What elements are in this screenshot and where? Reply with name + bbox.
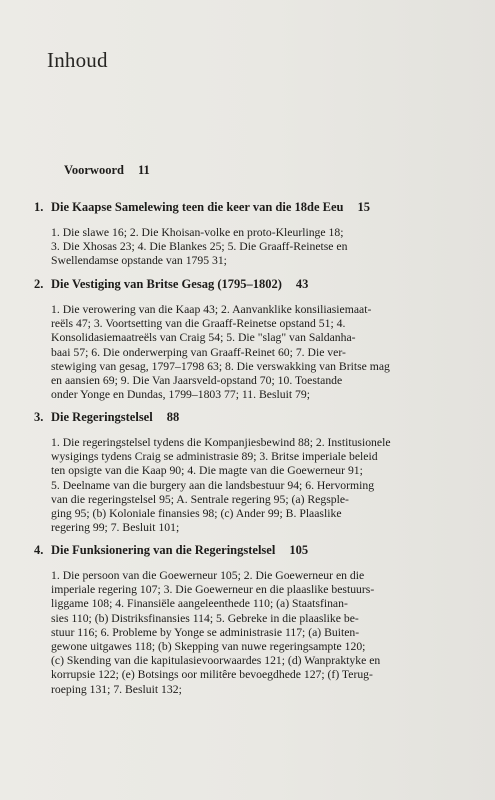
- contents-line: stewiging van gesag, 1797–1798 63; 8. Die verswakking van Britse mag: [51, 359, 390, 373]
- contents-line: Swellendamse opstande van 1795 31;: [51, 254, 227, 268]
- contents-line: reëls 47; 3. Voortsetting van die Graaff-Reinetse opstand 51; 4.: [51, 317, 346, 331]
- contents-line: van die regeringstelsel 95; A. Sentrale regering 95; (a) Regsple-: [51, 492, 349, 506]
- contents-line: onder Yonge en Dundas, 1799–1803 77; 11. Besluit 79;: [51, 388, 310, 402]
- contents-line: 1. Die verowering van die Kaap 43; 2. Aanvanklike konsiliasiemaat-: [51, 303, 372, 316]
- contents-line: 5. Deelname van die burgery aan die landsbestuur 94; 6. Hervorming: [51, 478, 375, 492]
- chapter-number: 1.: [34, 200, 44, 214]
- chapter-title: Die Regeringstelsel: [51, 410, 153, 424]
- contents-line: 1. Die persoon van die Goewerneur 105; 2. Die Goewerneur en die: [51, 569, 365, 582]
- contents-line: en aansien 69; 9. Die Van Jaarsveld-opstand 70; 10. Toestande: [51, 374, 343, 388]
- chapter-number: 2.: [34, 277, 44, 291]
- chapter-title: Die Vestiging van Britse Gesag (1795–1802): [51, 277, 282, 291]
- toc-chapter-1: [34, 200, 466, 269]
- contents-line: stuur 116; 6. Probleme by Yonge se administrasie 117; (a) Buiten-: [51, 625, 360, 639]
- contents-line: ging 95; (b) Koloniale finansies 98; (c) Ander 99; B. Plaaslike: [51, 507, 342, 521]
- chapter-number: 3.: [34, 410, 44, 424]
- chapter-contents: [51, 226, 466, 269]
- chapter-heading: [34, 200, 466, 215]
- contents-line: ten opsigte van die Kaap 90; 4. Die magte van die Goewerneur 91;: [51, 464, 363, 478]
- chapter-page: 105: [289, 543, 309, 557]
- contents-line: wysigings tydens Craig se administrasie 89; 3. Britse imperiale beleid: [51, 450, 378, 464]
- toc-chapter-2: [34, 277, 466, 402]
- contents-line: (c) Skending van die kapitulasievoorwaardes 121; (d) Wanpraktyke en: [51, 654, 381, 668]
- contents-line: Konsolidasiemaatreëls van Craig 54; 5. Die "slag" van Saldanha-: [51, 331, 356, 345]
- contents-line: 3. Die Xhosas 23; 4. Die Blankes 25; 5. Die Graaff-Reinetse en: [51, 240, 348, 254]
- contents-line: regering 99; 7. Besluit 101;: [51, 521, 180, 535]
- chapter-heading: [34, 410, 466, 425]
- contents-line: gewone uitgawes 118; (b) Skepping van nuwe regeringsampte 120;: [51, 640, 366, 654]
- chapter-heading: [34, 543, 466, 558]
- contents-line: baai 57; 6. Die onderwerping van Graaff-Reinet 60; 7. Die ver-: [51, 345, 346, 359]
- chapter-contents: [51, 569, 466, 697]
- chapter-heading: [34, 277, 466, 292]
- contents-line: korrupsie 122; (e) Botsings oor militêre bevoegdhede 127; (f) Terug-: [51, 668, 373, 682]
- chapter-title: Die Kaapse Samelewing teen die keer van die 18de Eeu: [51, 200, 344, 214]
- contents-line: imperiale regering 107; 3. Die Goewerneur en die plaaslike bestuurs-: [51, 583, 375, 597]
- toc-chapter-4: [34, 543, 466, 697]
- contents-line: liggame 108; 4. Finansiële aangeleenthede 110; (a) Staatsfinan-: [51, 597, 348, 611]
- page-title: Inhoud: [47, 48, 108, 72]
- chapter-contents: [51, 436, 466, 535]
- foreword-page: 11: [137, 163, 150, 177]
- chapter-contents: [51, 303, 466, 402]
- contents-line: 1. Die slawe 16; 2. Die Khoisan-volke en proto-Kleurlinge 18;: [51, 226, 344, 239]
- chapter-title: Die Funksionering van die Regeringstelsel: [51, 543, 276, 557]
- toc-foreword: [64, 163, 150, 178]
- chapter-page: 88: [166, 410, 180, 424]
- contents-line: 1. Die regeringstelsel tydens die Kompanjiesbewind 88; 2. Institusionele: [51, 436, 391, 449]
- contents-line: sies 110; (b) Distriksfinansies 114; 5. Gebreke in die plaaslike be-: [51, 611, 359, 625]
- chapter-number: 4.: [34, 543, 44, 557]
- foreword-label: Voorwoord: [64, 163, 124, 177]
- toc-chapter-3: [34, 410, 466, 535]
- chapter-page: 43: [295, 277, 309, 291]
- contents-line: roeping 131; 7. Besluit 132;: [51, 682, 182, 696]
- chapter-page: 15: [357, 200, 370, 214]
